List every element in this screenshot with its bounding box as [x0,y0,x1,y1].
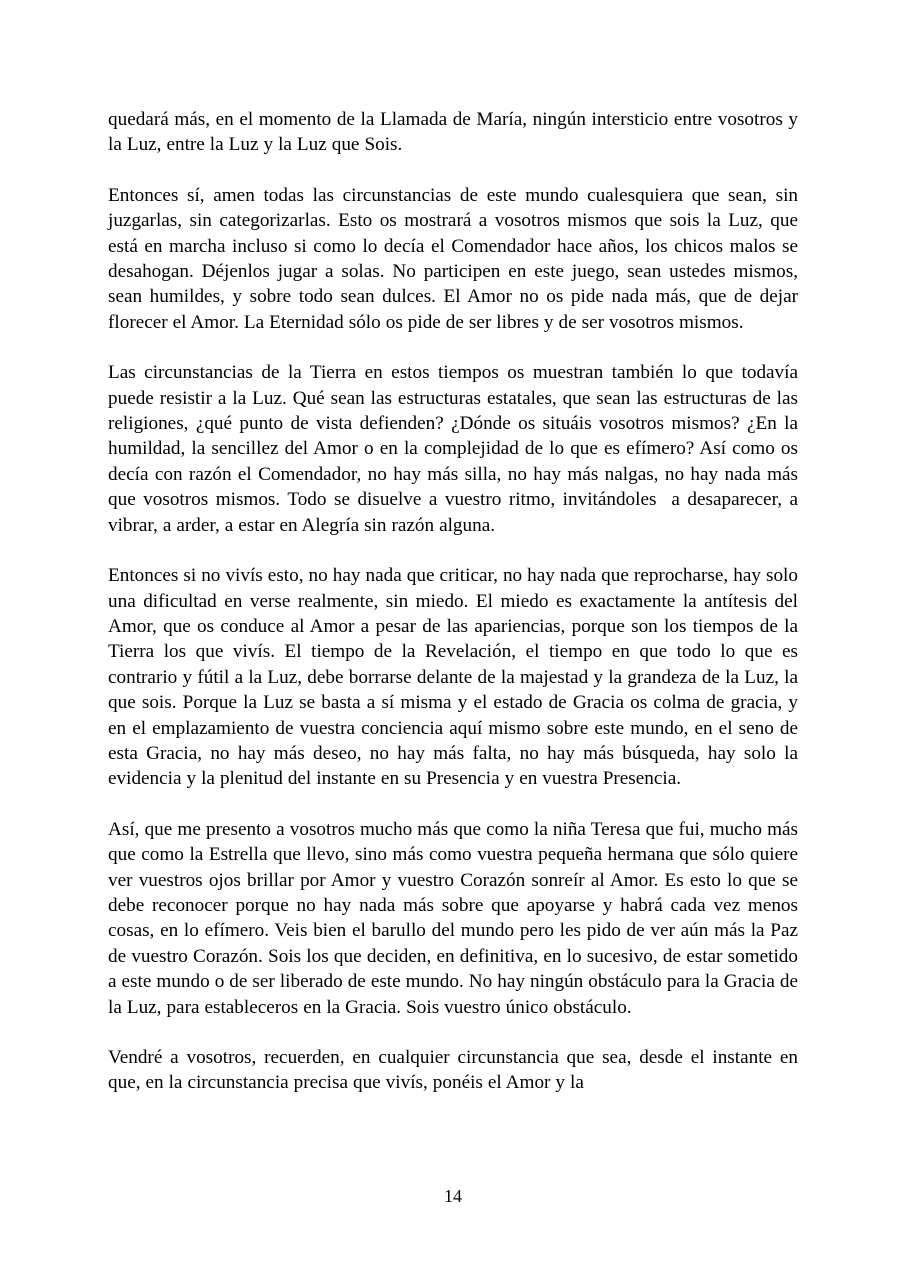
body-text-column [108,107,808,1096]
paragraph: Así, que me presento a vosotros mucho más que como la niña Teresa que fui, mucho más que como la Estrella que llevo, sino más como vuestra pequeña hermana que sólo quiere ver vuestros ojos brillar por Amor y vuestro Corazón sonreír al Amor. Es esto lo que se debe reconocer porque no hay nada más sobre que apoyarse y habrá cada vez menos cosas, en lo efímero. Veis bien el barullo del mundo pero les pido de ver aún más la Paz de vuestro Corazón. Sois los que deciden, en definitiva, en lo sucesivo, de estar sometido a este mundo o de ser liberado de este mundo. No hay ningún obstáculo para la Gracia de la Luz, para estableceros en la Gracia. Sois vuestro único obstáculo. [108,818,803,1018]
paragraph: Vendré a vosotros, recuerden, en cualquier circunstancia que sea, desde el instante en que, en la circunstancia precisa que vivís, ponéis el Amor y la [108,1047,803,1094]
paragraph: Las circunstancias de la Tierra en estos tiempos os muestran también lo que todavía puede resistir a la Luz. Qué sean las estructuras estatales, que sean las estructuras de las religiones, ¿qué punto de vista defienden? ¿Dónde os situáis vosotros mismos? ¿En la humildad, la sencillez del Amor o en la complejidad de lo que es efímero? Así como os decía con razón el Comendador, no hay más silla, no hay más nalgas, no hay nada más que vosotros mismos. Todo se disuelve a vuestro ritmo, invitándoles a desaparecer, a vibrar, a arder, a estar en Alegría sin razón alguna. [108,362,803,536]
paragraph: Entonces sí, amen todas las circunstancias de este mundo cualesquiera que sean, sin juzgarlas, sin categorizarlas. Esto os mostrará a vosotros mismos que sois la Luz, que está en marcha incluso si como lo decía el Comendador hace años, los chicos malos se desahogan. Déjenlos jugar a solas. No participen en este juego, sean ustedes mismos, sean humildes, y sobre todo sean dulces. El Amor no os pide nada más, que de dejar florecer el Amor. La Eternidad sólo os pide de ser libres y de ser vosotros mismos. [108,184,808,333]
paragraph: Entonces si no vivís esto, no hay nada que criticar, no hay nada que reprocharse, hay solo una dificultad en verse realmente, sin miedo. El miedo es exactamente la antítesis del Amor, que os conduce al Amor a pesar de las apariencias, porque son los tiempos de la Tierra los que vivís. El tiempo de la Revelación, el tiempo en que todo lo que es contrario y fútil a la Luz, debe borrarse delante de la majestad y la grandeza de la Luz, la que sois. Porque la Luz se basta a sí misma y el estado de Gracia os colma de gracia, y en el emplazamiento de vuestra conciencia aquí mismo sobre este mundo, en el seno de esta Gracia, no hay más deseo, no hay más falta, no hay más búsqueda, hay solo la evidencia y la plenitud del instante en su Presencia y en vuestra Presencia. [108,565,803,790]
page-number: 14 [444,1186,462,1206]
paragraph: quedará más, en el momento de la Llamada de María, ningún intersticio entre vosotros y la Luz, entre la Luz y la Luz que Sois. [108,109,803,156]
